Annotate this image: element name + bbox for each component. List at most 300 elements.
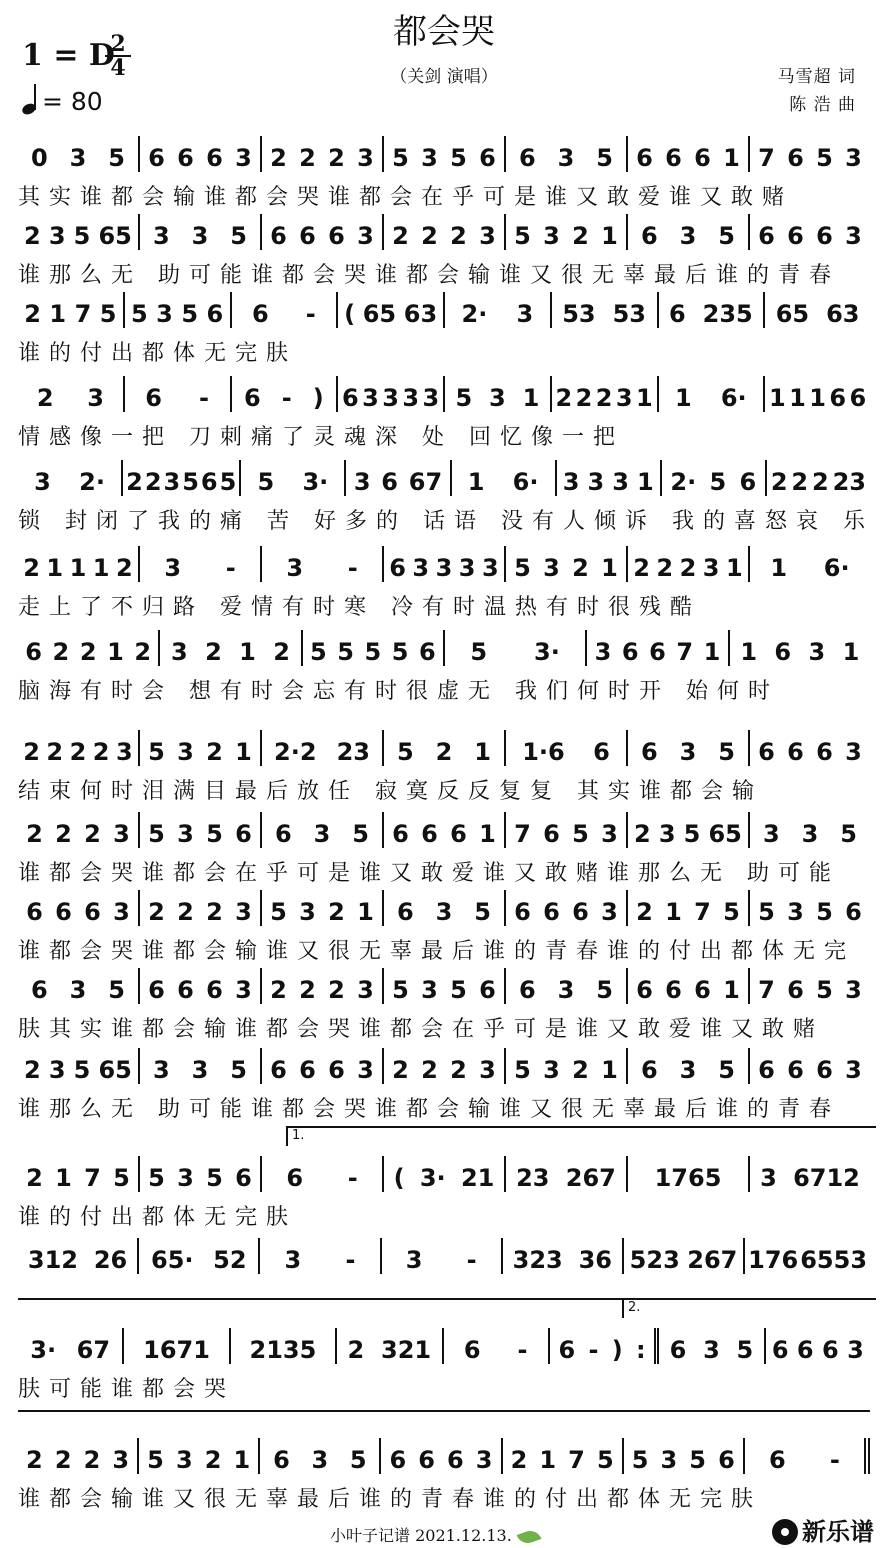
disc-icon	[772, 1519, 798, 1545]
measure	[18, 968, 140, 1004]
music-system	[18, 452, 874, 534]
note: 65	[775, 300, 810, 328]
note: 3	[405, 1246, 423, 1274]
measure	[452, 460, 557, 496]
note: 5	[73, 222, 91, 250]
note: 1	[49, 300, 67, 328]
note: 1	[723, 144, 740, 172]
measure	[337, 1328, 443, 1364]
measure	[18, 890, 140, 926]
note: 3	[421, 144, 438, 172]
note: 6	[593, 738, 610, 766]
note: 2	[572, 1056, 589, 1084]
measure	[506, 214, 628, 250]
note: 5	[840, 820, 857, 848]
note: 6	[649, 638, 666, 666]
notation-row	[18, 292, 870, 328]
note: 6	[235, 820, 252, 848]
note: :	[636, 1336, 646, 1364]
measure	[745, 1238, 870, 1274]
note: 6	[816, 1056, 833, 1084]
brand-name: 新乐谱	[802, 1518, 874, 1546]
note: 2	[347, 1336, 365, 1364]
note: 6712	[793, 1164, 860, 1192]
note: 6	[518, 976, 536, 1004]
measure	[140, 968, 262, 1004]
note: 1	[601, 222, 618, 250]
note: -	[305, 300, 316, 328]
note: 2	[84, 820, 101, 848]
note: 52	[213, 1246, 247, 1274]
note: 3	[69, 976, 87, 1004]
note: 6	[274, 820, 292, 848]
note: 53	[612, 300, 647, 328]
note: 3	[594, 638, 612, 666]
note: 6	[768, 1446, 786, 1474]
note: 3	[177, 1164, 194, 1192]
note: 1	[69, 554, 87, 582]
note: 6	[829, 384, 847, 412]
note: 3	[479, 222, 496, 250]
note: 6	[270, 1056, 287, 1084]
note: 5	[230, 222, 247, 250]
note: 5	[108, 144, 125, 172]
measure	[503, 1438, 624, 1474]
measure	[262, 1048, 384, 1084]
note: 5	[455, 384, 473, 412]
note: 6	[665, 144, 682, 172]
note: 6	[640, 1056, 658, 1084]
lyric-line: 谁那么无 助可能谁都会哭谁都会输谁又很无辜最后谁的青春	[18, 263, 840, 288]
notation-row	[18, 1438, 870, 1474]
note: -	[829, 1446, 840, 1474]
note: 3	[191, 222, 209, 250]
composer-credit: 陈 浩 曲	[789, 95, 856, 115]
note: 5	[718, 1056, 735, 1084]
note: 6	[787, 738, 804, 766]
note: 1	[675, 384, 692, 412]
note: 5	[709, 468, 727, 496]
note: 6553	[800, 1246, 868, 1274]
note: 6	[273, 1446, 290, 1474]
measure	[241, 460, 346, 496]
note: 2	[421, 1056, 438, 1084]
note: 5	[182, 468, 199, 496]
note: 323	[512, 1246, 563, 1274]
measure	[384, 1048, 506, 1084]
measure	[18, 812, 140, 848]
measure	[139, 1238, 260, 1274]
measure	[384, 730, 506, 766]
note: 6	[816, 738, 833, 766]
note: 1	[235, 738, 252, 766]
note: 67	[76, 1336, 111, 1364]
note: 1·6	[522, 738, 565, 766]
note: 1	[842, 638, 860, 666]
note: 3	[191, 1056, 209, 1084]
note: -	[199, 384, 209, 412]
measure	[662, 460, 767, 496]
note: 3	[562, 468, 580, 496]
note: 2	[36, 384, 54, 412]
measure	[506, 1156, 628, 1192]
note: 2·2	[274, 738, 317, 766]
note: 3	[177, 820, 194, 848]
measure	[18, 1438, 139, 1474]
measure	[18, 730, 140, 766]
footer-text: 小叶子记谱 2021.12.13.	[330, 1526, 512, 1545]
measure	[506, 136, 628, 172]
note: 3	[543, 554, 560, 582]
measure	[140, 1156, 262, 1192]
note: 3	[679, 1056, 697, 1084]
note: 3	[34, 468, 51, 496]
note: 6	[25, 638, 42, 666]
measure	[262, 730, 384, 766]
leaf-icon	[516, 1527, 541, 1546]
note: 6	[479, 976, 496, 1004]
note: 1	[703, 638, 721, 666]
note: 6	[640, 738, 658, 766]
note: 3	[48, 222, 66, 250]
note: 1671	[143, 1336, 210, 1364]
note: 3	[112, 1446, 130, 1474]
note: 5	[718, 738, 735, 766]
note: 6	[787, 976, 804, 1004]
measure	[750, 136, 870, 172]
note: 6	[543, 820, 560, 848]
note: 1	[601, 1056, 618, 1084]
note: 6	[26, 898, 43, 926]
note: 6	[389, 554, 406, 582]
music-system	[18, 722, 870, 802]
note: 2·	[79, 468, 105, 496]
note: 2	[54, 1446, 72, 1474]
note: 6	[758, 1056, 775, 1084]
note: 2	[92, 738, 110, 766]
measure	[384, 214, 506, 250]
note: 6	[822, 1336, 839, 1364]
lyric-line: 情感像一把 刀刺痛了灵魂深 处 回忆像一把	[18, 425, 624, 450]
note: 6·	[823, 554, 850, 582]
note: 2	[572, 554, 589, 582]
note: 6	[244, 384, 261, 412]
measure	[750, 1048, 870, 1084]
note: 3	[601, 820, 618, 848]
note: (	[344, 300, 356, 328]
note: 2	[24, 1056, 41, 1084]
note: 7	[758, 976, 775, 1004]
note: 1	[768, 384, 786, 412]
note: 2	[770, 468, 788, 496]
note: 2	[206, 738, 223, 766]
note: 1	[809, 384, 826, 412]
music-system	[18, 622, 870, 702]
note: 1	[522, 384, 540, 412]
note: 6	[200, 468, 218, 496]
note: 2	[26, 820, 43, 848]
note: 3	[313, 820, 331, 848]
notation-row	[18, 1328, 870, 1364]
lyric-line: 谁都会哭谁都会输谁又很无辜最后谁的青春谁的付出都体无完	[18, 939, 856, 964]
tempo-value: = 80	[42, 87, 103, 116]
measure	[18, 1238, 139, 1274]
note: -	[225, 554, 236, 582]
second-ending-bracket: 2.	[622, 1298, 876, 1318]
note: 5	[514, 1056, 531, 1084]
note: 6	[55, 898, 72, 926]
note: 0	[30, 144, 48, 172]
note: -	[347, 554, 358, 582]
measure	[140, 730, 262, 766]
note: 3	[357, 976, 374, 1004]
measure	[624, 1438, 745, 1474]
note: 2	[126, 468, 143, 496]
lyric-line: 谁那么无 助可能谁都会哭谁都会输谁又很无辜最后谁的青春	[18, 1097, 840, 1122]
note: 6	[450, 820, 467, 848]
note: 36	[578, 1246, 612, 1274]
note: 65	[362, 300, 397, 328]
music-system	[18, 368, 870, 448]
note: 6	[479, 144, 496, 172]
measure	[445, 376, 552, 412]
measure	[765, 376, 870, 412]
note: 2	[46, 738, 64, 766]
measure	[262, 890, 384, 926]
measure	[445, 292, 552, 328]
note: 6·	[720, 384, 747, 412]
measure	[384, 136, 506, 172]
measure	[260, 1238, 381, 1274]
note: 5	[113, 1164, 130, 1192]
note: 6·	[512, 468, 539, 496]
note: 1	[55, 1164, 72, 1192]
measure	[160, 630, 302, 666]
measure	[18, 376, 125, 412]
measure	[384, 968, 506, 1004]
note: 5	[689, 1446, 706, 1474]
note: 6	[299, 1056, 316, 1084]
note: 6	[252, 300, 269, 328]
note: 1	[636, 384, 653, 412]
note: 3	[458, 554, 476, 582]
measure	[628, 1156, 750, 1192]
note: 3	[762, 820, 780, 848]
note: 2	[26, 1446, 43, 1474]
note: 5	[816, 144, 833, 172]
note: 2	[148, 898, 165, 926]
measure	[750, 730, 870, 766]
note: 6	[389, 1446, 407, 1474]
measure	[139, 1438, 260, 1474]
note: 63	[403, 300, 438, 328]
note: 2	[633, 554, 650, 582]
note: 3	[679, 222, 697, 250]
note: 3	[235, 976, 252, 1004]
measure	[628, 546, 750, 582]
note: 3·	[302, 468, 329, 496]
note: 3	[587, 468, 605, 496]
note: 6	[796, 1336, 814, 1364]
note: 6	[771, 1336, 789, 1364]
note: 3	[845, 738, 862, 766]
music-system	[18, 538, 870, 618]
notation-row	[18, 968, 870, 1004]
note: 6	[636, 976, 653, 1004]
measure	[140, 546, 262, 582]
note: 5	[270, 898, 287, 926]
note: 5	[723, 898, 740, 926]
note: 3	[489, 384, 506, 412]
note: 6	[718, 1446, 735, 1474]
note: 2	[392, 222, 409, 250]
note: 21	[460, 1164, 495, 1192]
measure	[384, 812, 506, 848]
note: 2	[595, 384, 613, 412]
note: 2	[421, 222, 438, 250]
music-system	[18, 804, 870, 884]
note: 1	[357, 898, 374, 926]
note: 235	[702, 300, 753, 328]
measure	[767, 460, 870, 496]
measure	[506, 730, 628, 766]
note: 1	[770, 554, 788, 582]
note: 2135	[249, 1336, 317, 1364]
measure	[506, 890, 628, 926]
lyric-line: 谁都会输谁又很无辜最后谁的青春谁的付出都体无完肤	[18, 1487, 763, 1512]
notation-row	[18, 376, 870, 412]
note: 2	[23, 738, 40, 766]
note: 6	[177, 144, 194, 172]
note: 65	[708, 820, 742, 848]
note: 67	[408, 468, 443, 496]
measure	[506, 968, 628, 1004]
measure	[262, 214, 384, 250]
note: 5	[683, 820, 701, 848]
transcriber-footer	[330, 1523, 540, 1546]
music-system	[18, 882, 870, 962]
note: 3	[601, 898, 618, 926]
note: 2	[206, 898, 223, 926]
note: 5	[474, 898, 491, 926]
notation-row	[18, 890, 870, 926]
note: 3	[357, 144, 374, 172]
notation-row	[18, 1156, 870, 1192]
lyric-line: 脑海有时会 想有时会忘有时很虚无 我们何时开 始何时	[18, 679, 779, 704]
measure	[262, 546, 384, 582]
measure	[750, 214, 870, 250]
note: 3	[115, 738, 133, 766]
first-ending-bracket: 1.	[286, 1126, 876, 1146]
measure	[231, 1328, 337, 1364]
note: 7	[74, 300, 92, 328]
note: 6	[665, 976, 682, 1004]
note: 5	[392, 144, 409, 172]
note: 5	[758, 898, 775, 926]
note: (	[393, 1164, 405, 1192]
note: 2	[328, 898, 345, 926]
measure	[659, 1328, 765, 1364]
note: 2	[69, 738, 87, 766]
note: 2	[115, 554, 133, 582]
note: 5	[181, 300, 199, 328]
note: 5	[596, 144, 613, 172]
note: 5	[392, 976, 409, 1004]
notation-row	[18, 1048, 870, 1084]
note: 6	[787, 222, 804, 250]
note: 6	[328, 222, 345, 250]
note: 2	[23, 554, 40, 582]
measure	[745, 1438, 870, 1474]
note: 7	[676, 638, 694, 666]
measure	[18, 630, 160, 666]
note: 6	[518, 144, 536, 172]
note: )	[312, 384, 324, 412]
note: 3	[156, 300, 173, 328]
note: 3	[660, 1446, 678, 1474]
note: 2	[52, 638, 70, 666]
note: 7	[568, 1446, 585, 1474]
measure	[18, 460, 123, 496]
note: 2	[328, 144, 345, 172]
notation-row	[18, 136, 870, 172]
lyric-line: 走上了不归路 爱情有时寒 冷有时温热有时很残酷	[18, 595, 701, 620]
note: 6	[286, 1164, 304, 1192]
note: 1	[107, 638, 124, 666]
note: 5	[206, 820, 223, 848]
note: 3	[164, 554, 182, 582]
note: 1	[479, 820, 496, 848]
note: 1765	[654, 1164, 722, 1192]
note: 3	[808, 638, 826, 666]
note: 63	[826, 300, 860, 328]
note: 6	[392, 820, 409, 848]
measure	[140, 812, 262, 848]
note: 5	[230, 1056, 247, 1084]
note: 23	[336, 738, 370, 766]
measure	[232, 292, 339, 328]
note: 523	[629, 1246, 680, 1274]
measure	[18, 1048, 140, 1084]
note: 6	[421, 820, 438, 848]
note: 3	[845, 222, 862, 250]
note: 5	[349, 1446, 367, 1474]
notation-row	[18, 214, 870, 250]
note: 3	[235, 144, 252, 172]
note: 2	[435, 738, 453, 766]
note: 3	[612, 468, 629, 496]
note: 5	[352, 820, 369, 848]
note: 2	[450, 222, 467, 250]
notation-row	[18, 730, 870, 766]
note: 5	[514, 554, 531, 582]
measure	[750, 1156, 870, 1192]
first-ending-continuation-rule	[18, 1298, 870, 1300]
note: -	[517, 1336, 528, 1364]
measure	[262, 1156, 384, 1192]
note: 3	[516, 300, 534, 328]
note: 3	[435, 554, 453, 582]
note: 2	[634, 820, 651, 848]
measure	[125, 292, 232, 328]
measure	[628, 890, 750, 926]
note: 3	[845, 976, 862, 1004]
quarter-note-icon	[22, 86, 42, 114]
note: 3	[422, 384, 440, 412]
note: 6	[30, 976, 48, 1004]
note: 3	[87, 384, 104, 412]
note: 3	[543, 1056, 560, 1084]
